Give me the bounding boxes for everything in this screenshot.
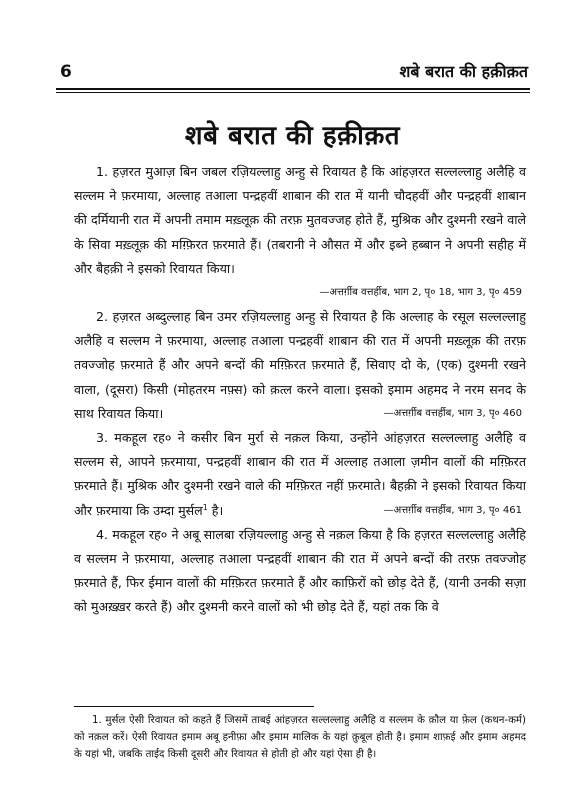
paragraph-4 bbox=[74, 523, 526, 620]
page-header bbox=[56, 58, 530, 88]
paragraph-2 bbox=[74, 305, 526, 426]
paragraph-4-text: 4. मकहूल रह० ने अबू सालबा रज़ियल्लाहु अन्हु से नक़ल किया है कि हज़रत सल्लल्लाहु अलैहि व सल्लम ने फ़रमाया, अल्लाह तआला पन्द्रहवीं शाबान की रात में अपने बन्दों की तरफ़ तवज्जोह फ़रमाते हैं, फिर ईमान वालों की मग़्फ़िरत फ़रमाते हैं और काफ़िरों को छोड़ देते हैं, (यानी उनकी सज़ा को मुअख़्ख़र करते हैं) और दुश्मनी करने वालों को भी छोड़ देते हैं, यहां तक कि वे bbox=[74, 526, 526, 615]
citation-2: —अत्तर्ग़ीब वत्तर्हीब, भाग 3, पृ० 460 bbox=[383, 407, 522, 419]
paragraph-3-tail: है। bbox=[207, 502, 224, 518]
paragraph-1 bbox=[74, 160, 526, 281]
header-rule bbox=[56, 88, 530, 93]
paragraph-3-text: 3. मकहूल रह० ने कसीर बिन मुर्रा से नक़ल किया, उन्होंने आंहज़रत सल्लल्लाहु अलैहि व सल्लम से, आपने फ़रमाया, पन्द्रहवीं शाबान की रात में अल्लाह तआला ज़मीन वालों की मग़्फ़िरत फ़रमाते हैं। मुश्रिक और दुश्मनी रखने वाले की मग़्फ़िरत नहीं फ़रमाते। बैहक़ी ने इसको रिवायत किया और फ़रमाया कि उम्दा मुर्सल bbox=[74, 430, 526, 518]
paragraph-3 bbox=[74, 426, 526, 523]
main-text bbox=[74, 160, 526, 620]
footnote-rule bbox=[74, 706, 314, 707]
footnote: 1. मुर्सल ऐसी रिवायत को कहते हैं जिसमें ताबई आंहज़रत सल्लल्लाहु अलैहि व सल्लम के क़ौल या फ़ेल (कथन-कर्म) को नक़ल करें। ऐसी रिवायत इमाम अबू हनीफ़ा और इमाम मालिक के यहां क़ुबूल होती है। इमाम शाफ़ई और इमाम अहमद के यहां भी, जबकि ताईद किसी दूसरी और रिवायत से होती हो और यहां ऐसा ही है। bbox=[74, 715, 526, 760]
paragraph-2-text: 2. हज़रत अब्दुल्लाह बिन उमर रज़ियल्लाहु अन्हु से रिवायत है कि अल्लाह के रसूल सल्लल्लाहु अलैहि व सल्लम ने फ़रमाया, अल्लाह तआला पन्द्रहवीं शाबान की रात में अपनी मख़्लूक़ की तरफ़ तवज्जोह फ़रमाते हैं और अपने बन्दों की मग़्फ़िरत फ़रमाते हैं, सिवाए दो के, (एक) दुश्मनी रखने वाला, (दूसरा) किसी (मोहतरम नफ़्स) को क़त्ल करने वाला। इसको इमाम अहमद ने नरम सनद के साथ रिवायत किया। bbox=[74, 309, 526, 421]
running-title: शबे बरात की हक़ीक़त bbox=[399, 62, 528, 81]
page-number: 6 bbox=[60, 62, 72, 82]
citation-3: —अत्तर्ग़ीब वत्तर्हीब, भाग 3, पृ० 461 bbox=[383, 504, 522, 516]
page-title: शबे बरात की हक़ीक़त bbox=[184, 121, 401, 151]
citation-1: —अत्तर्ग़ीब वत्तर्हीब, भाग 2, पृ० 18, भाग 3, पृ० 459 bbox=[319, 287, 522, 299]
footnote-marker: 1 bbox=[202, 502, 208, 512]
paragraph-1-text: 1. हज़रत मुआज़ बिन जबल रज़ियल्लाहु अन्हु से रिवायत है कि आंहज़रत सल्लल्लाहु अलैहि व सल्लम ने फ़रमाया, अल्लाह तआला पन्द्रहवीं शाबान की रात में यानी चौदहवीं और पन्द्रहवीं शाबान की दर्मियानी रात में अपनी तमाम मख़्लूक़ की तरफ़ मुतवज्जह होते हैं, मुश्रिक और दुश्मनी रखने वाले के सिवा मख़्लूक़ की मग़्फ़िरत फ़रमाते हैं। (तबरानी ने औसत में और इब्ने हब्बान ने अपनी सहीह में और बैहक़ी ने इसको रिवायत किया। bbox=[74, 164, 526, 276]
